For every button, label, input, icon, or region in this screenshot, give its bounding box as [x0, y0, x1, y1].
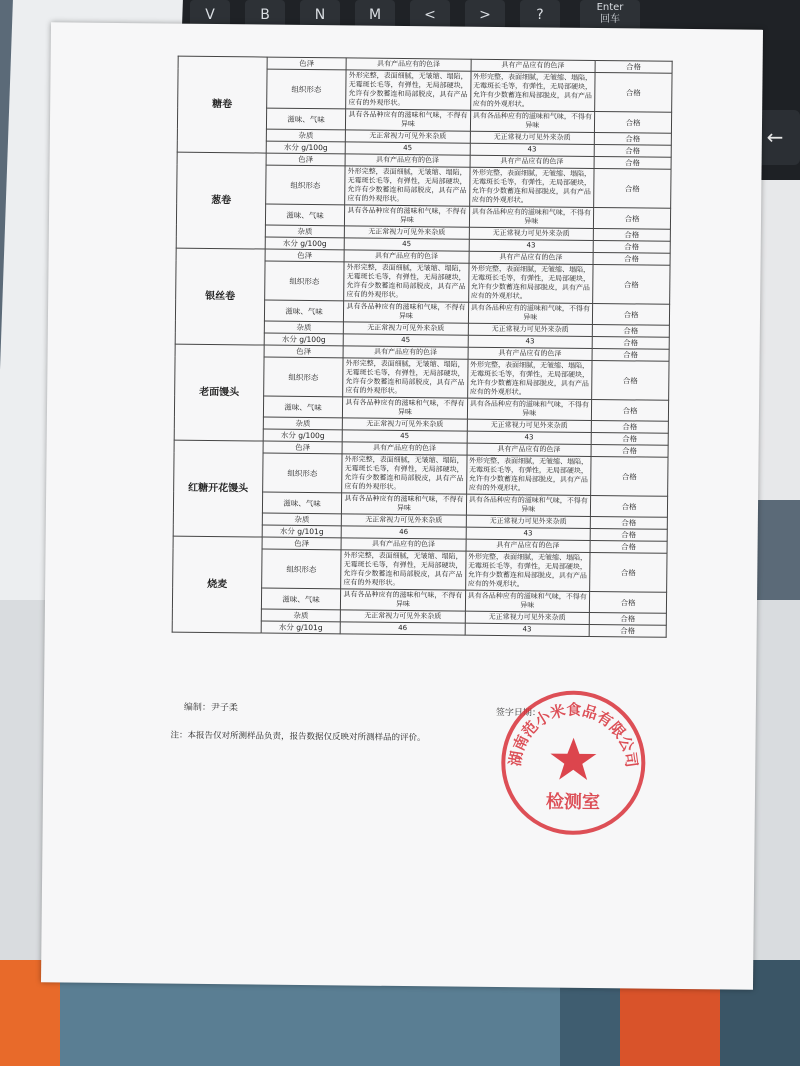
verdict-cell: 合格 [590, 552, 667, 592]
result-cell: 具有产品应有的色泽 [469, 251, 593, 264]
requirement-cell: 具有各品种应有的滋味和气味，不得有异味 [344, 301, 469, 323]
requirement-cell: 无正常视力可见外来杂质 [344, 322, 468, 335]
verdict-cell: 合格 [593, 228, 670, 241]
test-item: 杂质 [261, 609, 340, 622]
product-category: 葱卷 [176, 152, 266, 249]
official-seal [495, 687, 650, 839]
test-item: 杂质 [265, 225, 344, 238]
verdict-cell: 合格 [590, 528, 667, 541]
test-item: 色泽 [262, 537, 341, 550]
result-cell: 具有产品应有的色泽 [471, 59, 595, 72]
verdict-cell: 合格 [594, 168, 671, 208]
test-item: 水分 g/100g [264, 333, 343, 346]
test-item: 色泽 [264, 345, 343, 358]
arrow-key-icon: ← [750, 110, 800, 165]
test-item: 滋味、气味 [265, 204, 345, 226]
verdict-cell: 合格 [592, 360, 669, 400]
result-cell: 外形完整，表面细腻，无皱缩、塌陷，无霉斑长毛等，有弹性，无局部硬块，允许有少数蓄连和局部脱皮，具有产品应有的外观形状。 [468, 263, 593, 303]
verdict-cell: 合格 [594, 144, 671, 157]
test-item: 滋味、气味 [261, 588, 341, 610]
result-cell: 具有各品种应有的滋味和气味，不得有异味 [469, 206, 594, 228]
verdict-cell: 合格 [590, 495, 667, 517]
seal-org-text: 湖南范小米食品有限公司 [505, 700, 641, 769]
result-cell: 无正常视力可见外来杂质 [467, 419, 591, 432]
test-item: 水分 g/100g [263, 429, 342, 442]
verdict-cell: 合格 [592, 324, 669, 337]
result-cell: 43 [470, 143, 594, 156]
requirement-cell: 具有产品应有的色泽 [343, 346, 467, 359]
requirement-cell: 45 [343, 334, 467, 347]
test-item: 色泽 [263, 441, 342, 454]
test-item: 滋味、气味 [264, 300, 344, 322]
result-cell: 无正常视力可见外来杂质 [468, 323, 592, 336]
inspection-table [172, 56, 673, 638]
verdict-cell: 合格 [591, 444, 668, 457]
result-cell: 43 [465, 623, 589, 636]
requirement-cell: 46 [341, 526, 465, 539]
test-item: 色泽 [266, 153, 345, 166]
result-cell: 无正常视力可见外来杂质 [470, 131, 594, 144]
result-cell: 具有各品种应有的滋味和气味，不得有异味 [466, 494, 591, 516]
editor-label: 编制：尹子柔 [183, 702, 238, 714]
requirement-cell: 46 [340, 622, 464, 635]
verdict-cell: 合格 [594, 111, 671, 133]
test-item: 杂质 [263, 417, 342, 430]
key-enter-sub: 回车 [600, 14, 620, 25]
verdict-cell: 合格 [589, 612, 666, 625]
verdict-cell: 合格 [593, 252, 670, 265]
key-b: B [245, 0, 285, 30]
test-item: 水分 g/101g [261, 621, 340, 634]
verdict-cell: 合格 [593, 240, 670, 253]
requirement-cell: 具有产品应有的色泽 [342, 442, 466, 455]
test-item: 水分 g/100g [266, 141, 345, 154]
verdict-cell: 合格 [592, 348, 669, 361]
product-category: 银丝卷 [175, 248, 265, 345]
test-item: 水分 g/100g [265, 237, 344, 250]
result-cell: 具有产品应有的色泽 [470, 155, 594, 168]
verdict-cell: 合格 [592, 336, 669, 349]
result-cell: 43 [466, 527, 590, 540]
verdict-cell: 合格 [589, 624, 666, 637]
test-item: 组织形态 [264, 261, 344, 301]
sign-date-label: 签字日期： [495, 707, 541, 719]
requirement-cell: 45 [345, 142, 469, 155]
verdict-cell: 合格 [594, 156, 671, 169]
test-item: 滋味、气味 [263, 396, 343, 418]
test-item: 杂质 [266, 129, 345, 142]
verdict-cell: 合格 [595, 72, 672, 112]
test-item: 滋味、气味 [262, 492, 342, 514]
verdict-cell: 合格 [595, 60, 672, 73]
verdict-cell: 合格 [591, 456, 668, 496]
test-item: 组织形态 [263, 357, 343, 397]
requirement-cell: 外形完整，表面细腻，无皱缩、塌陷，无霉斑长毛等，有弹性，无局部硬块，允许有少数蓄连和局部脱皮，具有产品应有的外观形状。 [346, 70, 471, 110]
result-cell: 具有产品应有的色泽 [467, 443, 591, 456]
product-category: 烧麦 [172, 536, 262, 633]
requirement-cell: 具有各品种应有的滋味和气味，不得有异味 [345, 205, 470, 227]
verdict-cell: 合格 [592, 303, 669, 325]
key-enter-label: Enter [596, 2, 624, 13]
verdict-cell: 合格 [593, 207, 670, 229]
result-cell: 具有各品种应有的滋味和气味，不得有异味 [470, 110, 595, 132]
verdict-cell: 合格 [593, 264, 670, 304]
requirement-cell: 外形完整，表面细腻，无皱缩、塌陷，无霉斑长毛等，有弹性，无局部硬块，允许有少数蓄连和局部脱皮，具有产品应有的外观形状。 [345, 166, 470, 206]
verdict-cell: 合格 [590, 540, 667, 553]
result-cell: 43 [469, 239, 593, 252]
requirement-cell: 45 [342, 430, 466, 443]
test-item: 色泽 [267, 57, 346, 70]
result-cell: 具有各品种应有的滋味和气味，不得有异味 [467, 398, 592, 420]
result-cell: 无正常视力可见外来杂质 [465, 611, 589, 624]
test-item: 水分 g/101g [262, 525, 341, 538]
product-category: 糖卷 [177, 56, 267, 153]
test-item: 组织形态 [265, 165, 345, 205]
result-cell: 具有各品种应有的滋味和气味，不得有异味 [465, 590, 590, 612]
result-cell: 外形完整，表面细腻，无皱缩、塌陷，无霉斑长毛等，有弹性，无局部硬块，允许有少数蓄连和局部脱皮，具有产品应有的外观形状。 [469, 167, 594, 207]
requirement-cell: 无正常视力可见外来杂质 [346, 130, 470, 143]
requirement-cell: 无正常视力可见外来杂质 [341, 514, 465, 527]
verdict-cell: 合格 [589, 591, 666, 613]
requirement-cell: 45 [344, 238, 468, 251]
key-lt: < [410, 0, 450, 30]
requirement-cell: 具有各品种应有的滋味和气味，不得有异味 [342, 493, 467, 515]
result-cell: 具有各品种应有的滋味和气味，不得有异味 [468, 302, 593, 324]
key-gt: > [465, 0, 505, 30]
verdict-cell: 合格 [591, 420, 668, 433]
seal-dept-text: 检测室 [545, 791, 601, 814]
verdict-cell: 合格 [590, 516, 667, 529]
test-item: 色泽 [265, 249, 344, 262]
result-cell: 具有产品应有的色泽 [466, 539, 590, 552]
result-cell: 外形完整，表面细腻，无皱缩、塌陷，无霉斑长毛等，有弹性，无局部硬块，允许有少数蓄连和局部脱皮，具有产品应有的外观形状。 [465, 551, 590, 591]
test-item: 滋味、气味 [266, 108, 346, 130]
key-m: M [355, 0, 395, 30]
test-item: 组织形态 [267, 69, 347, 109]
product-category: 红糖开花馒头 [173, 440, 263, 537]
requirement-cell: 外形完整，表面细腻，无皱缩、塌陷，无霉斑长毛等，有弹性，无局部硬块，允许有少数蓄连和局部脱皮，具有产品应有的外观形状。 [343, 358, 468, 398]
requirement-cell: 具有产品应有的色泽 [346, 58, 470, 71]
result-cell: 43 [467, 431, 591, 444]
result-cell: 43 [468, 335, 592, 348]
verdict-cell: 合格 [591, 399, 668, 421]
requirement-cell: 具有产品应有的色泽 [344, 250, 468, 263]
requirement-cell: 具有产品应有的色泽 [341, 538, 465, 551]
test-item: 杂质 [264, 321, 343, 334]
requirement-cell: 无正常视力可见外来杂质 [345, 226, 469, 239]
test-item: 组织形态 [262, 453, 342, 493]
requirement-cell: 外形完整，表面细腻，无皱缩、塌陷，无霉斑长毛等，有弹性，无局部硬块，允许有少数蓄连和局部脱皮，具有产品应有的外观形状。 [344, 262, 469, 302]
product-category: 老面馒头 [174, 344, 264, 441]
requirement-cell: 具有各品种应有的滋味和气味，不得有异味 [341, 589, 466, 611]
requirement-cell: 无正常视力可见外来杂质 [340, 610, 464, 623]
key-v: V [190, 0, 230, 30]
requirement-cell: 外形完整，表面细腻，无皱缩、塌陷，无霉斑长毛等，有弹性，无局部硬块，允许有少数蓄连和局部脱皮，具有产品应有的外观形状。 [342, 454, 467, 494]
key-n: N [300, 0, 340, 30]
requirement-cell: 具有各品种应有的滋味和气味，不得有异味 [346, 109, 471, 131]
result-cell: 外形完整，表面细腻，无皱缩、塌陷，无霉斑长毛等，有弹性，无局部硬块，允许有少数蓄连和局部脱皮，具有产品应有的外观形状。 [466, 455, 591, 495]
requirement-cell: 外形完整，表面细腻，无皱缩、塌陷，无霉斑长毛等，有弹性，无局部硬块，允许有少数蓄连和局部脱皮，具有产品应有的外观形状。 [341, 550, 466, 590]
key-question: ? [520, 0, 560, 30]
requirement-cell: 无正常视力可见外来杂质 [342, 418, 466, 431]
verdict-cell: 合格 [591, 432, 668, 445]
test-item: 杂质 [262, 513, 341, 526]
requirement-cell: 具有各品种应有的滋味和气味，不得有异味 [343, 397, 468, 419]
result-cell: 外形完整，表面细腻，无皱缩、塌陷，无霉斑长毛等，有弹性，无局部硬块，允许有少数蓄连和局部脱皮，具有产品应有的外观形状。 [467, 359, 592, 399]
report-note: 注：本报告仅对所测样品负责，报告数据仅反映对所测样品的评价。 [170, 730, 426, 744]
requirement-cell: 具有产品应有的色泽 [345, 154, 469, 167]
result-cell: 具有产品应有的色泽 [468, 347, 592, 360]
seal-star-icon [550, 738, 596, 780]
test-item: 组织形态 [261, 549, 341, 589]
result-cell: 外形完整，表面细腻，无皱缩、塌陷，无霉斑长毛等，有弹性，无局部硬块，允许有少数蓄连和局部脱皮，具有产品应有的外观形状。 [470, 71, 595, 111]
result-cell: 无正常视力可见外来杂质 [469, 227, 593, 240]
report-paper [41, 22, 763, 989]
verdict-cell: 合格 [594, 132, 671, 145]
result-cell: 无正常视力可见外来杂质 [466, 515, 590, 528]
